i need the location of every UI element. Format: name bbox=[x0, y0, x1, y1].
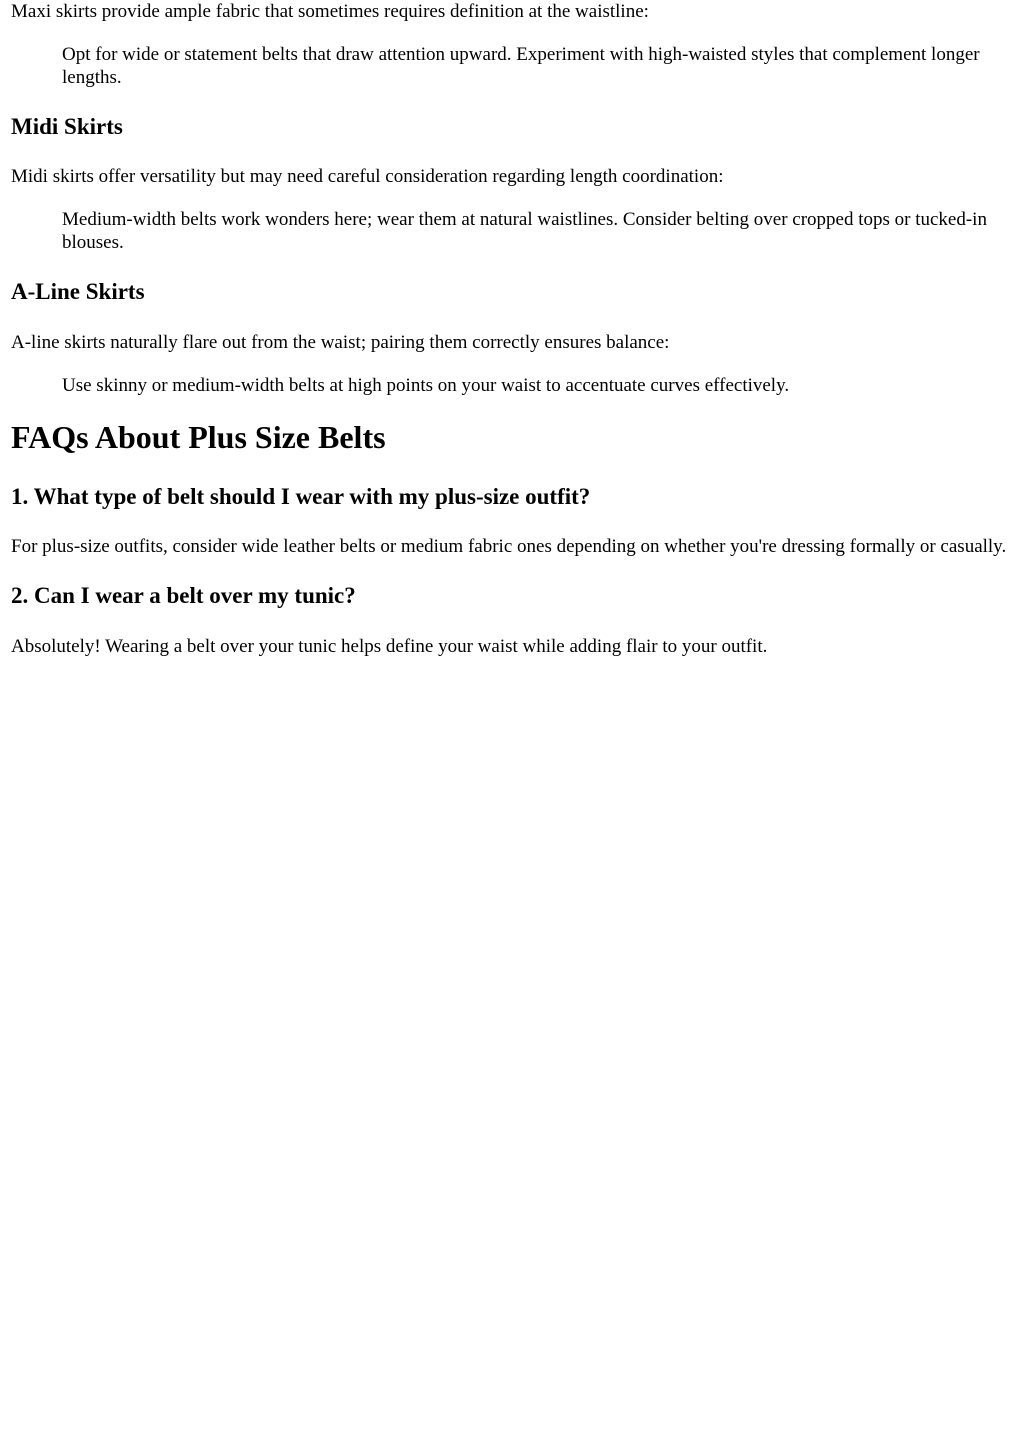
faq-answer: Absolutely! Wearing a belt over your tunic helps define your waist while adding flair to your outfit. bbox=[11, 636, 768, 657]
midi-skirts-tip: Medium-width belts work wonders here; wear them at natural waistlines. Consider belting over cropped tops or tucked-in blouses. bbox=[62, 209, 987, 253]
a-line-skirts-intro: A-line skirts naturally flare out from the waist; pairing them correctly ensures balance: bbox=[11, 332, 670, 353]
midi-skirts-heading: Midi Skirts bbox=[11, 114, 123, 139]
faq-question: 2. Can I wear a belt over my tunic? bbox=[11, 583, 356, 608]
maxi-skirts-intro: Maxi skirts provide ample fabric that sometimes requires definition at the waistline: bbox=[11, 1, 649, 22]
faq-answer: For plus-size outfits, consider wide leather belts or medium fabric ones depending on whether you're dressing formally or casually. bbox=[11, 536, 1007, 557]
faq-question: 1. What type of belt should I wear with my plus-size outfit? bbox=[11, 484, 591, 509]
midi-skirts-intro: Midi skirts offer versatility but may need careful consideration regarding length coordination: bbox=[11, 166, 724, 187]
maxi-skirts-tip: Opt for wide or statement belts that draw attention upward. Experiment with high-waisted styles that complement longer lengths. bbox=[62, 44, 980, 88]
faq-heading: FAQs About Plus Size Belts bbox=[11, 419, 386, 455]
article-content bbox=[0, 0, 1024, 658]
a-line-skirts-heading: A-Line Skirts bbox=[11, 279, 145, 304]
a-line-skirts-tip: Use skinny or medium-width belts at high points on your waist to accentuate curves effectively. bbox=[62, 375, 790, 396]
